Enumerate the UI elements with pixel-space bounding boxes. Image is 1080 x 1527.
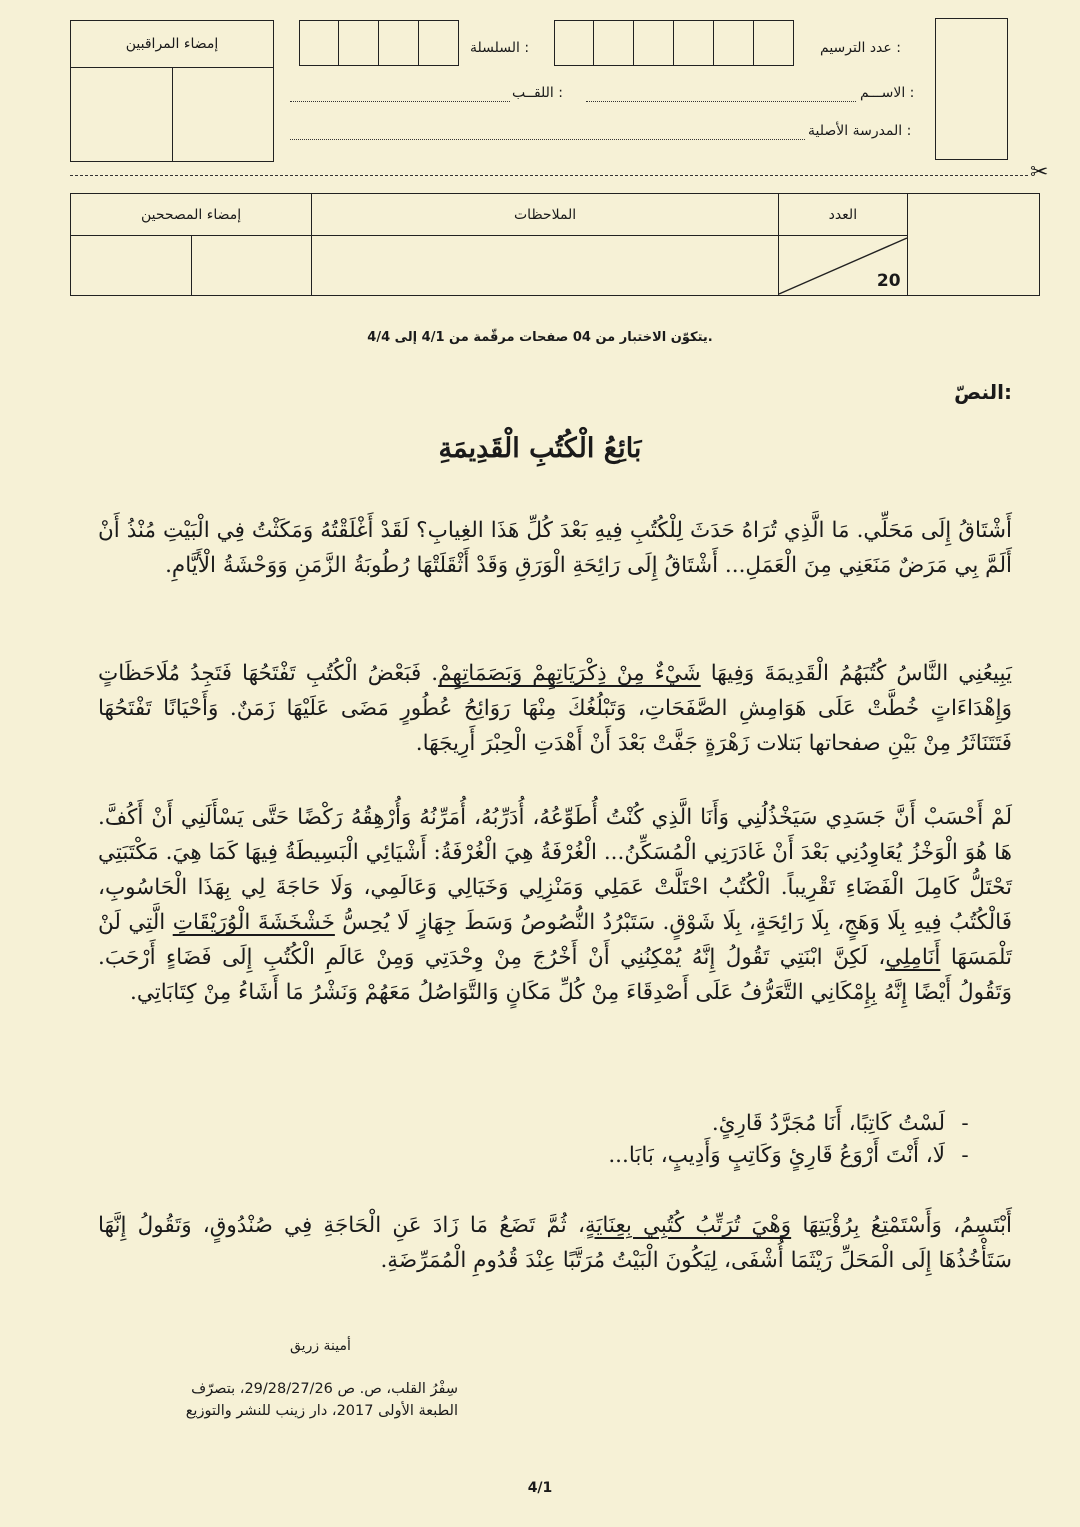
paragraph-3 (98, 800, 1012, 1010)
paragraph-text: . فَبَعْضُ الْكُتُبِ تَفْتَحُهَا فَتَجِدُ مُلَاحَظَاتٍ وَإِهْدَاءَاتٍ خُطَّتْ عَلَى هَوَامِشِ الصَّفَحَاتِ، وَتَبْلُغُكَ مِنْهَا رَوَائِحُ عُطُورٍ مَضَى عَلَيْهَا زَمَنٌ. وَأَحْيَانًا تَفْتَحُهَا فَتَتَنَاثَرُ مِنْ بَيْنِ صفحاتها بَتلات زَهْرَةٍ جَفَّتْ بَعْدَ أَنْ أَهْدَتِ الْحِبْرَ أَرِيجَهَا. (98, 661, 1012, 756)
name-label: الاســـم : (860, 85, 915, 101)
proctors-signature-box (70, 20, 274, 162)
corrector-signature-cell[interactable] (71, 236, 192, 296)
source-line: سِفْرُ القلب، ص. ص 29/28/27/26، بتصرّف (191, 1381, 458, 1397)
registration-cell[interactable] (594, 20, 634, 66)
proctor-signature-cell[interactable] (173, 68, 274, 162)
paragraph-1 (98, 513, 1012, 583)
underlined-phrase: وَهْيَ تُرَتِّبُ كُتُبِي بِعِنَايَةٍ (584, 1213, 792, 1238)
photo-box (935, 18, 1008, 160)
text-title: بَائِعُ الْكُتُبِ الْقَدِيمَةِ (438, 433, 642, 464)
series-cell[interactable] (339, 20, 379, 66)
exam-info: يتكوّن الاختبار من 04 صفحات مرقّمة من 4/1 إلى 4/4. (367, 330, 713, 345)
registration-cell[interactable] (714, 20, 754, 66)
score-max: 20 (876, 271, 901, 291)
score-cell[interactable] (779, 236, 908, 296)
registration-label: عدد الترسيم : (820, 40, 901, 56)
paragraph-text: ، لَكِنَّ ابْنَتِي تَقُولُ إِنَّهُ يُمْكِنُنِي أَنْ أَخْرُجَ مِنْ وِحْدَتِي وَمِنْ عَالَمِ الْكُتُبِ إِلَى فَضَاءٍ أَرْحَبَ. وَتَقُولُ أَيْضًا إِنَّهُ بِإِمْكَانِي التَّعَرُّفُ عَلَى أَصْدِقَاءَ مِنْ كُلِّ مَكَانٍ وَالتَّوَاصُلُ مَعَهُمْ وَنَشْرُ مَا أَشَاءُ مِنْ كِتَابَاتِي. (98, 945, 1012, 1005)
correctors-label: إمضاء المصححين (71, 194, 312, 236)
paragraph-text: الَّتِي لَنْ تَلْمَسَهَا (98, 910, 1013, 970)
school-field[interactable] (290, 139, 805, 140)
cut-line (70, 175, 1028, 176)
paragraph-text: أَبْتَسِمُ، وَأَسْتَمْتِعُ بِرُؤْيَتِهَا (791, 1213, 1012, 1238)
paragraph-text: يَبِيعُنِي النَّاسُ كُتُبَهُمُ الْقَدِيمَةَ وَفِيهَا (700, 661, 1012, 686)
dialogue-line (125, 1108, 985, 1140)
underlined-phrase: أَنَامِلِي (885, 945, 941, 970)
underlined-phrase: خَشْخَشَةَ الْوُرَيْقَاتِ (172, 910, 335, 935)
source-line: الطبعة الأولى 2017، دار زينب للنشر والتوزيع (185, 1403, 458, 1419)
registration-number-cells[interactable] (554, 20, 794, 66)
surname-label: اللقــب : (512, 85, 563, 101)
author-name: أمينة زريق (290, 1338, 351, 1354)
proctors-label: إمضاء المراقبين (71, 21, 273, 68)
paragraph-text: لَمْ أَحْسَبْ أَنَّ جَسَدِي سَيَخْذُلُنِي وَأَنَا الَّذِي كُنْتُ أُطَوِّعُهُ، أُدَرِّبُهُ، أُمَرِّنُهُ وَأُرْهِقُهُ رَكْضًا حَتَّى يَسْأَلَنِي أَنْ أَكُفَّ. هَا هُوَ الْوَخْزُ يُعَاوِدُنِي بَعْدَ أَنْ غَادَرَنِي الْمُسَكِّنُ... الْغُرْفَةُ هِيَ الْغُرْفَةُ: أَشْيَائِي الْبَسِيطَةُ فِيهَا كَمَا هِيَ. مَكْتَبَتِي تَحْتَلُّ كَامِلَ الْفَضَاءِ تَقْرِيباً. الْكُتُبُ احْتَلَّتْ عَمَلِي وَمَنْزِلِي وَخَيَالِي وَعَالَمِي، وَلَا حَاجَةَ لِي بِهَذَا الْحَاسُوبِ، فَالْكُتُبُ فِيهِ بِلَا وَهَجٍ، بِلَا رَائِحَةٍ، بِلَا شَوْقٍ. سَتَبْرُدُ النُّصُوصُ وَسَطَ جِهَازٍ لَا يُحِسُّ (98, 805, 1012, 935)
notes-label: الملاحظات (312, 194, 779, 236)
surname-field[interactable] (290, 101, 510, 102)
underlined-phrase: شَيْءٌ مِنْ ذِكْرَيَاتِهِمْ وَبَصَمَاتِهِمْ (438, 661, 701, 686)
registration-cell[interactable] (554, 20, 594, 66)
dialogue-text: لَا، أَنْتَ أَرْوَعُ قَارِئٍ وَكَاتِبٍ وَأَدِيبٍ، بَابَا... (608, 1143, 945, 1168)
grading-empty-cell (907, 194, 1039, 296)
paragraph-text: ، ثُمَّ تَضَعُ مَا زَادَ عَنِ الْحَاجَةِ فِي صُنْدُوقٍ، وَتَقُولُ إِنَّهَا سَتَأْخُذُهَا إِلَى الْمَحَلِّ رَيْثَمَا أُشْفَى، لِيَكُونَ الْبَيْتُ مُرَتَّبًا عِنْدَ قُدُومِ الْمُمَرِّضَةِ. (98, 1213, 1012, 1273)
registration-cell[interactable] (754, 20, 794, 66)
series-cell[interactable] (379, 20, 419, 66)
corrector-signature-cell[interactable] (191, 236, 312, 296)
name-field[interactable] (586, 101, 856, 102)
paragraph-2 (98, 656, 1012, 761)
paragraph-text: أَشْتَاقُ إِلَى مَحَلِّي. مَا الَّذِي تُرَاهُ حَدَثَ لِلْكُتُبِ فِيهِ بَعْدَ كُلِّ هَذَا الغِيابِ؟ لَقَدْ أَغْلَقْتُهُ وَمَكَثْتُ فِي الْبَيْتِ مُنْذُ أَنْ أَلَمَّ بِي مَرَضٌ مَنَعَنِي مِنَ الْعَمَلِ... أَشْتَاقُ إِلَى رَائِحَةِ الْوَرَقِ وَقَدْ أَثْقَلَتْهَا رُطُوبَةُ الزَّمَنِ وَوَحْشَةُ الْأَيَّامِ. (98, 518, 1012, 578)
series-cells[interactable] (299, 20, 459, 66)
notes-cell[interactable] (312, 236, 779, 296)
school-label: المدرسة الأصلية : (808, 123, 912, 139)
paragraph-4 (98, 1208, 1012, 1278)
page-number: 4/1 (527, 1480, 553, 1496)
scissors-icon: ✂ (1030, 160, 1049, 185)
dialogue-dash: - (961, 1111, 969, 1136)
registration-cell[interactable] (674, 20, 714, 66)
dialogue-dash: - (961, 1143, 969, 1168)
source-reference (158, 1378, 458, 1422)
series-label: السلسلة : (470, 40, 530, 56)
grading-table (70, 193, 1040, 296)
dialogue-line (125, 1140, 985, 1172)
series-cell[interactable] (299, 20, 339, 66)
proctor-signature-cell[interactable] (71, 68, 173, 162)
series-cell[interactable] (419, 20, 459, 66)
score-label: العدد (779, 194, 908, 236)
section-label: النصّ: (954, 380, 1012, 404)
registration-cell[interactable] (634, 20, 674, 66)
dialogue-text: لَسْتُ كَاتِبًا، أَنَا مُجَرَّدُ قَارِئٍ. (711, 1111, 945, 1136)
dialogue (125, 1108, 985, 1172)
